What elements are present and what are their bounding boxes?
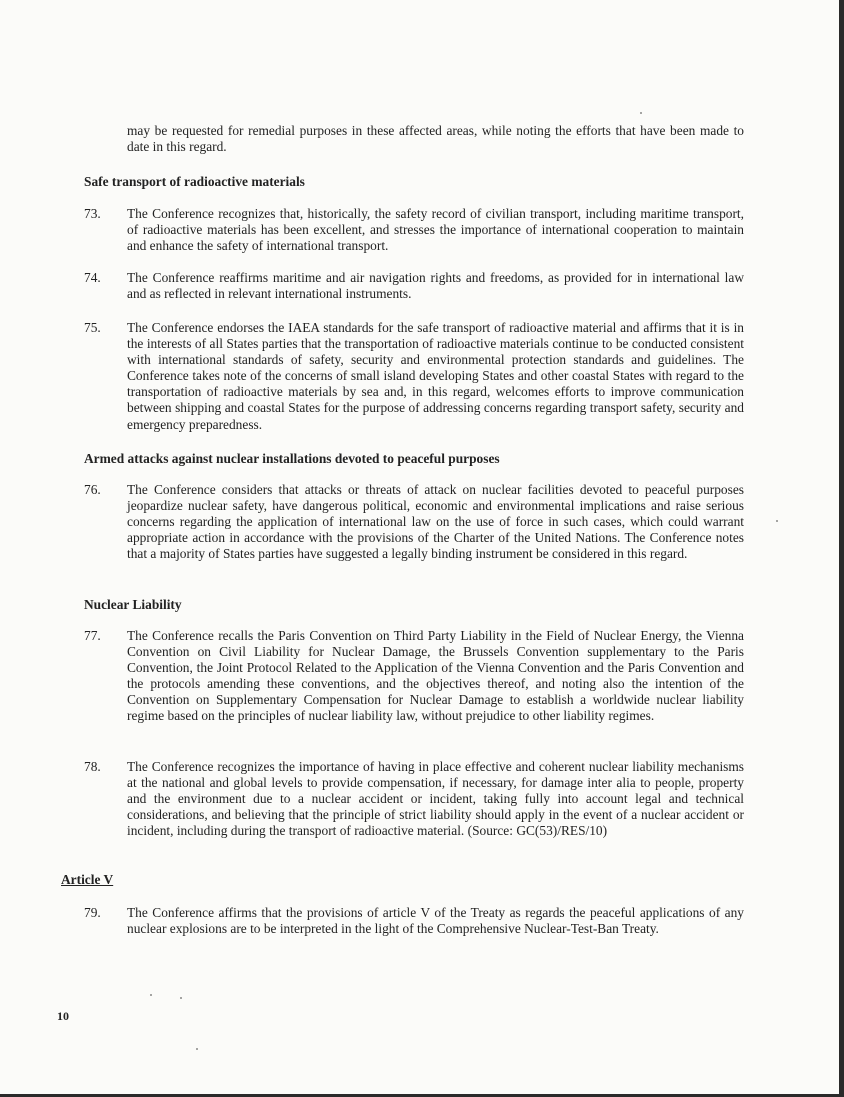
scan-edge-right <box>839 0 844 1097</box>
article-heading: Article V <box>61 872 114 887</box>
scan-speck <box>150 994 152 996</box>
paragraph-number: 79. <box>84 905 101 920</box>
paragraph-number: 74. <box>84 270 101 285</box>
scan-speck <box>196 1048 198 1050</box>
section-heading-safe-transport: Safe transport of radioactive materials <box>84 174 305 189</box>
paragraph-text: The Conference endorses the IAEA standards for the safe transport of radioactive material and affirms that it is in the interests of all States parties that the transportation of radioactive materials continue to be conducted consistent with international standards of safety, security and environmental protection standards and guidelines. The Conference takes note of the concerns of small island developing States and other coastal States with regard to the transportation of radioactive materials by sea and, in this regard, welcomes efforts to improve communication between shipping and coastal States for the purpose of addressing concerns regarding transport safety, security and emergency preparedness. <box>127 320 744 432</box>
paragraph-number: 78. <box>84 759 101 774</box>
paragraph-number: 75. <box>84 320 101 335</box>
paragraph-number: 73. <box>84 206 101 221</box>
scan-speck <box>776 520 778 522</box>
paragraph-text: The Conference considers that attacks or threats of attack on nuclear facilities devoted to peaceful purposes jeopardize nuclear safety, have dangerous political, economic and environmental implications and raise serious concerns regarding the application of international law on the use of force in such cases, which could warrant appropriate action in accordance with the provisions of the Charter of the United Nations. The Conference notes that a majority of States parties have suggested a legally binding instrument be considered in this regard. <box>127 482 744 562</box>
page-number: 10 <box>57 1009 69 1023</box>
scan-speck <box>180 997 182 999</box>
section-heading-armed-attacks: Armed attacks against nuclear installations devoted to peaceful purposes <box>84 451 500 466</box>
paragraph-text: The Conference recognizes the importance of having in place effective and coherent nuclear liability mechanisms at the national and global levels to provide compensation, if necessary, for damage inter alia to people, property and the environment due to a nuclear accident or incident, taking fully into account legal and technical considerations, and believing that the principle of strict liability should apply in the event of a nuclear accident or incident, including during the transport of radioactive material. (Source: GC(53)/RES/10) <box>127 759 744 839</box>
paragraph-text: The Conference reaffirms maritime and air navigation rights and freedoms, as provided for in international law and as reflected in relevant international instruments. <box>127 270 744 302</box>
section-heading-nuclear-liability: Nuclear Liability <box>84 597 182 612</box>
paragraph-text: The Conference affirms that the provisions of article V of the Treaty as regards the peaceful applications of any nuclear explosions are to be interpreted in the light of the Comprehensive Nuclear-Test-Ban Treaty. <box>127 905 744 937</box>
scan-speck <box>640 112 642 114</box>
paragraph-number: 77. <box>84 628 101 643</box>
paragraph-text: The Conference recognizes that, historically, the safety record of civilian transport, including maritime transport, of radioactive materials has been excellent, and stresses the importance of international cooperation to maintain and enhance the safety of international transport. <box>127 206 744 254</box>
paragraph-number: 76. <box>84 482 101 497</box>
intro-paragraph: may be requested for remedial purposes in these affected areas, while noting the efforts that have been made to date in this regard. <box>127 123 744 155</box>
paragraph-text: The Conference recalls the Paris Convention on Third Party Liability in the Field of Nuclear Energy, the Vienna Convention on Civil Liability for Nuclear Damage, the Brussels Convention supplementary to the Paris Convention, the Joint Protocol Related to the Application of the Vienna Convention and the Paris Convention and the protocols amending these conventions, and the objectives thereof, and noting also the intention of the Convention on Supplementary Compensation for Nuclear Damage to establish a worldwide nuclear liability regime based on the principles of nuclear liability law, without prejudice to other liability regimes. <box>127 628 744 724</box>
